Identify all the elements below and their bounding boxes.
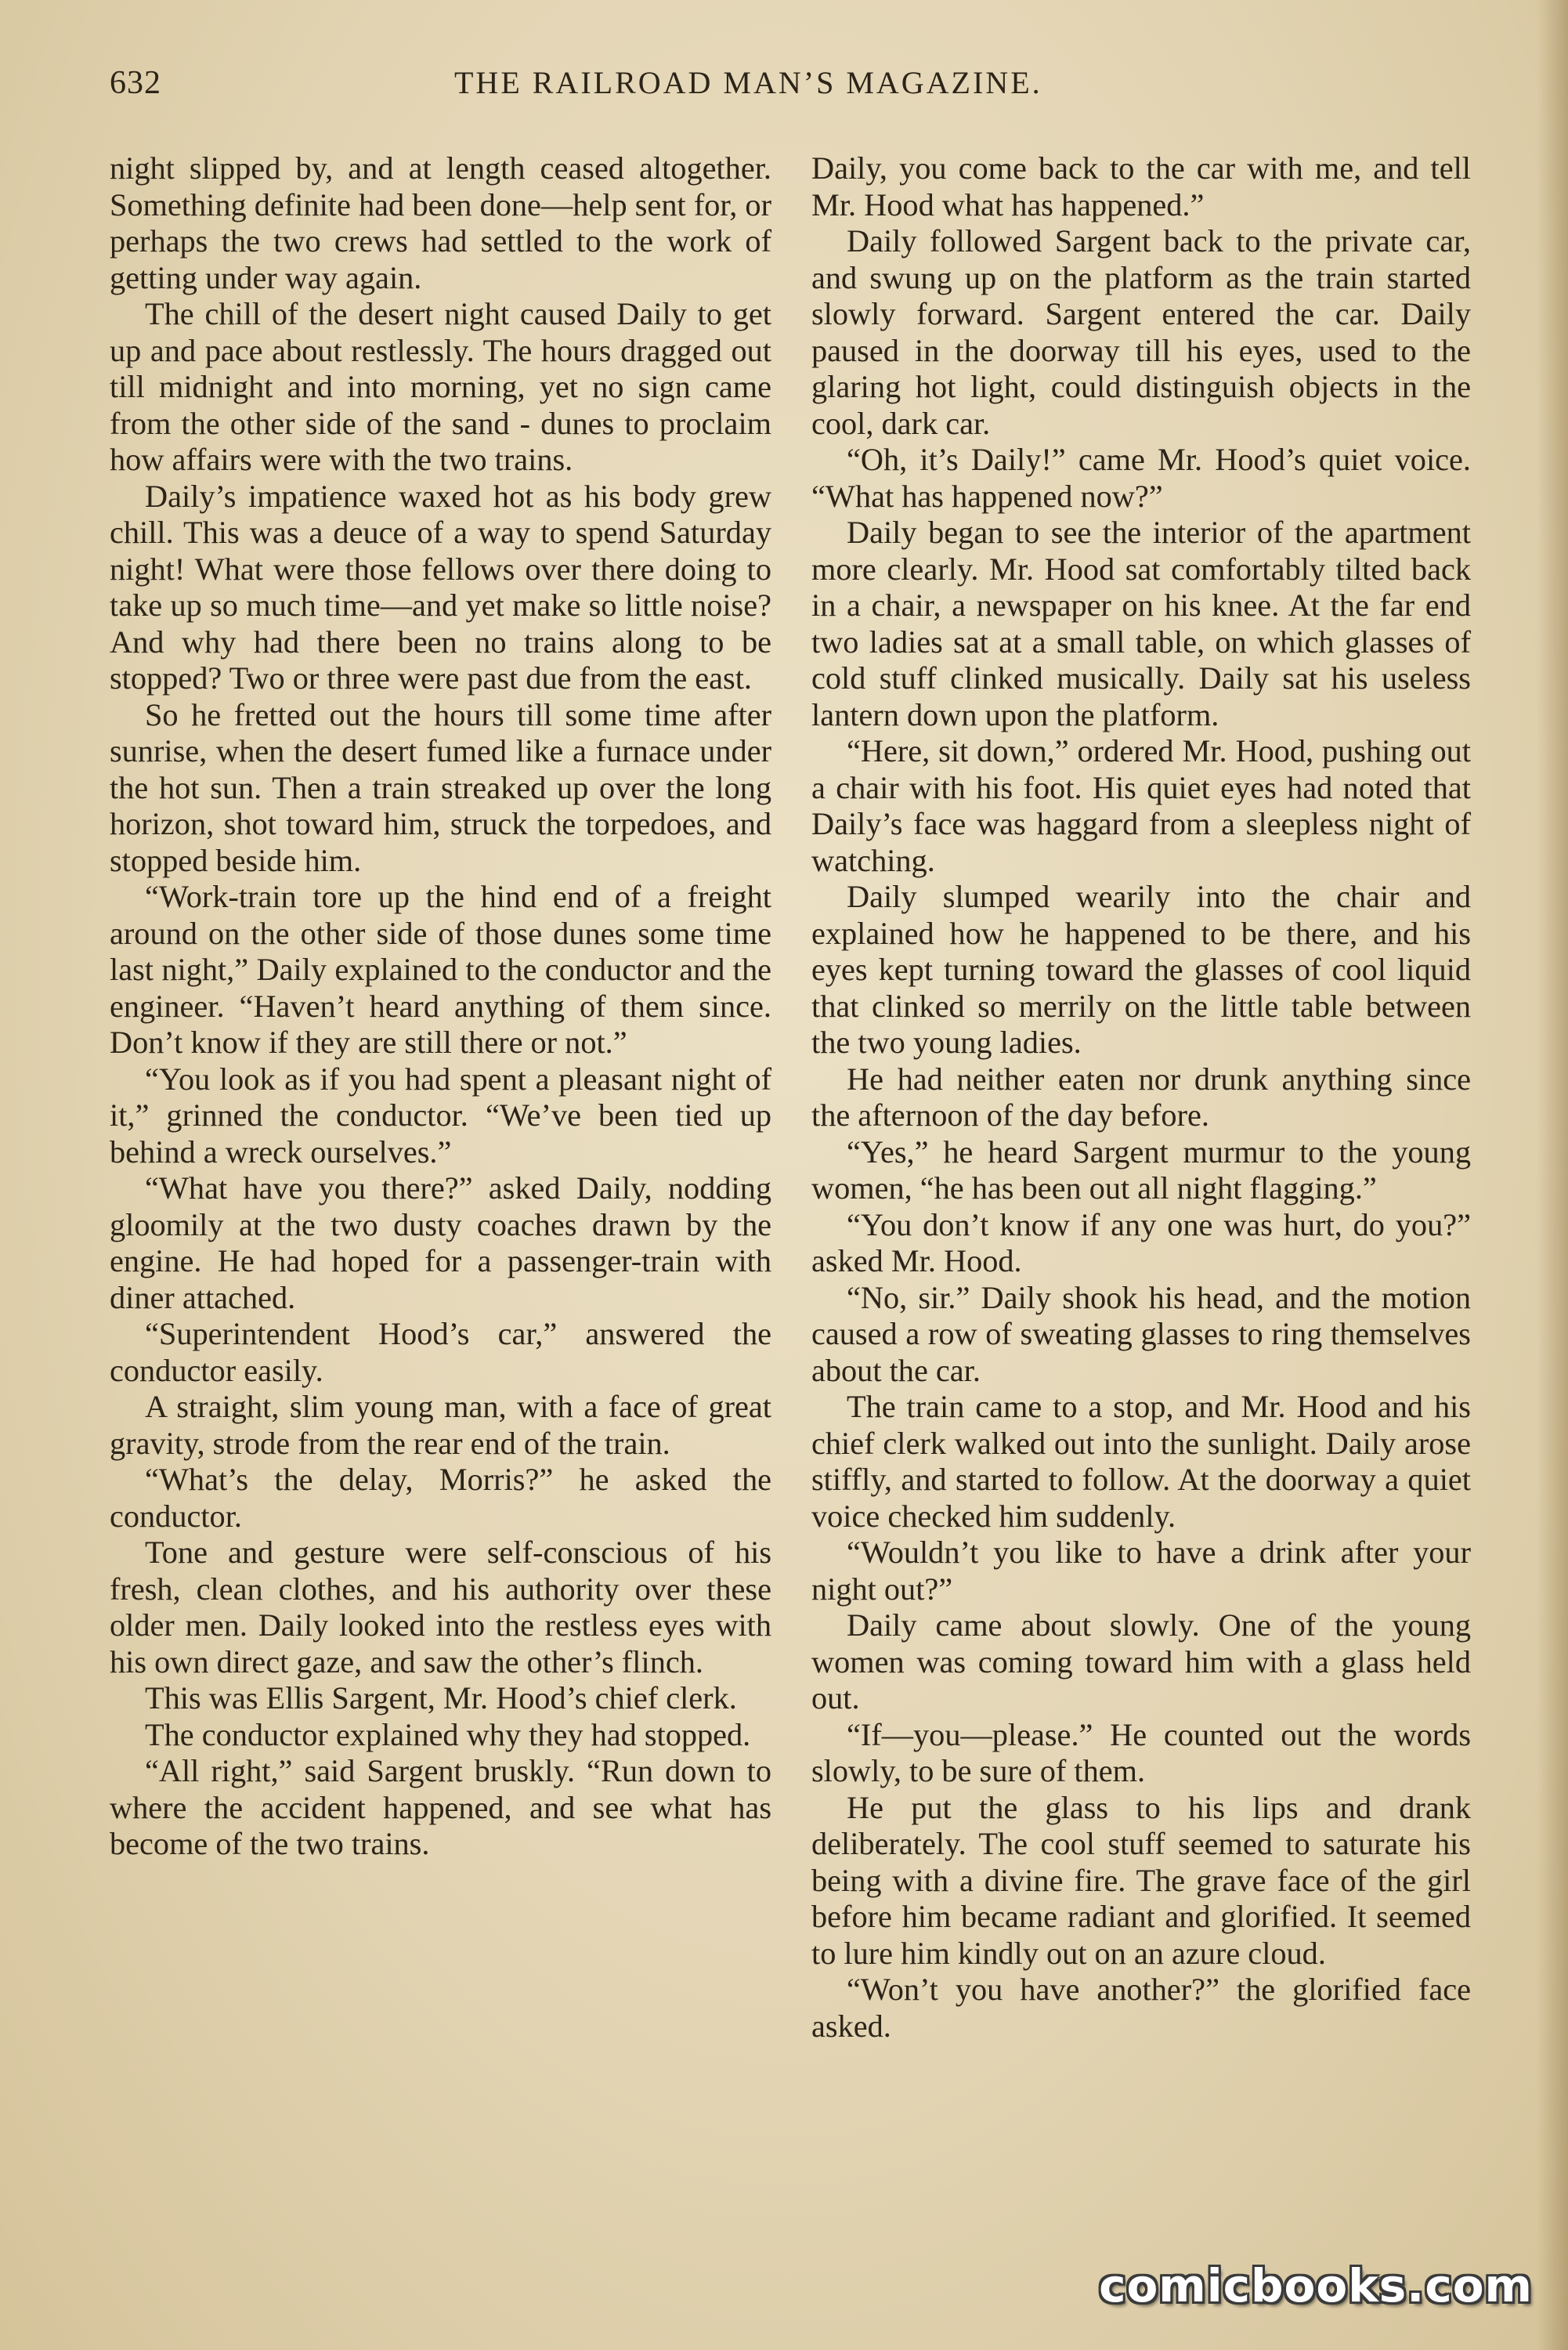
paragraph: Daily began to see the interior of the apartment more clearly. Mr. Hood sat comfortably tilted back in a chair, a newspaper on his knee. At the far end two ladies sat at a small table, on which glasses of cold stuff clinked musically. Daily sat his useless lantern down upon the platform. [811,515,1471,732]
paragraph: He put the glass to his lips and drank deliberately. The cool stuff seemed to saturate his being with a divine fire. The grave face of the girl before him became radiant and glorified. It seemed to lure him kindly out on an azure cloud. [811,1789,1471,1971]
paragraph: “Won’t you have another?” the glorified face asked. [811,1972,1471,2044]
site-watermark: comicbooks.com [1099,2259,1533,2312]
paragraph: The conductor explained why they had stopped. [145,1716,751,1752]
paragraph: “Yes,” he heard Sargent murmur to the young women, “he has been out all night flagging.” [811,1133,1471,1206]
paragraph: “If—you—please.” He counted out the words slowly, to be sure of them. [811,1716,1471,1788]
paragraph: A straight, slim young man, with a face of great gravity, strode from the rear end of the train. [110,1389,771,1461]
paragraph: “Work-train tore up the hind end of a freight around on the other side of those dunes some time last night,” Daily explained to the conductor and the engineer. “Haven’t heard anything of them since. Don’t know if they are still there or not.” [110,879,771,1060]
paragraph: Daily’s impatience waxed hot as his body grew chill. This was a deuce of a way to spend Saturday night! What were those fellows over there doing to take up so much time—and yet make so little noise? And why had there been no trains along to be stopped? Two or three were past due from the east. [110,478,771,696]
paragraph: Daily followed Sargent back to the private car, and swung up on the platform as the train started slowly forward. Sargent entered the car. Daily paused in the doorway till his eyes, used to the glaring hot light, could distinguish objects in the cool, dark car. [811,223,1471,441]
paragraph: Daily, you come back to the car with me, and tell Mr. Hood what has happened.” [811,150,1471,222]
left-column [110,150,771,1863]
running-head: THE RAILROAD MAN’S MAGAZINE. [454,65,1042,100]
paragraph: “Oh, it’s Daily!” came Mr. Hood’s quiet voice. “What has happened now?” [811,442,1471,514]
paragraph: “Here, sit down,” ordered Mr. Hood, pushing out a chair with his foot. His quiet eyes had noted that Daily’s face was haggard from a sleepless night of watching. [811,733,1471,878]
paragraph: Daily slumped wearily into the chair and explained how he happened to be there, and his eyes kept turning toward the glasses of cool liquid that clinked so merrily on the little table between the two young ladies. [811,879,1471,1060]
paragraph: Daily came about slowly. One of the young women was coming toward him with a glass held out. [811,1607,1471,1716]
paragraph: “You don’t know if any one was hurt, do you?” asked Mr. Hood. [811,1206,1471,1278]
paragraph: So he fretted out the hours till some time after sunrise, when the desert fumed like a furnace under the hot sun. Then a train streaked up over the long horizon, shot toward him, struck the torpedoes, and stopped beside him. [110,696,771,878]
paragraph: He had neither eaten nor drunk anything since the afternoon of the day before. [811,1061,1471,1133]
right-column [811,150,1471,2044]
paragraph: night slipped by, and at length ceased altogether. Something definite had been done—help sent for, or perhaps the two crews had settled to the work of getting under way again. [110,150,771,295]
paragraph: The train came to a stop, and Mr. Hood and his chief clerk walked out into the sunlight. Daily arose stiffly, and started to follow. At the doorway a quiet voice checked him suddenly. [811,1389,1471,1534]
paragraph: “Wouldn’t you like to have a drink after your night out?” [811,1535,1471,1607]
paragraph: “All right,” said Sargent bruskly. “Run down to where the accident happened, and see what has become of the two trains. [110,1753,771,1861]
paragraph: “What’s the delay, Morris?” he asked the conductor. [110,1462,771,1534]
paragraph: “You look as if you had spent a pleasant night of it,” grinned the conductor. “We’ve been tied up behind a wreck ourselves.” [110,1061,771,1170]
paragraph: The chill of the desert night caused Daily to get up and pace about restlessly. The hours dragged out till midnight and into morning, yet no sign came from the other side of the sand - dunes to proclaim how affairs were with the two trains. [110,296,771,477]
paragraph: This was Ellis Sargent, Mr. Hood’s chief clerk. [145,1680,737,1716]
paragraph: “What have you there?” asked Daily, nodding gloomily at the two dusty coaches drawn by the engine. He had hoped for a passenger-train with diner attached. [110,1170,771,1315]
page-header [110,64,1501,111]
paragraph: “Superintendent Hood’s car,” answered the conductor easily. [110,1316,771,1388]
page-number: 632 [110,65,161,101]
paragraph: “No, sir.” Daily shook his head, and the motion caused a row of sweating glasses to ring themselves about the car. [811,1279,1471,1388]
paragraph: Tone and gesture were self-conscious of his fresh, clean clothes, and his authority over these older men. Daily looked into the restless eyes with his own direct gaze, and saw the other’s flinch. [110,1535,771,1679]
